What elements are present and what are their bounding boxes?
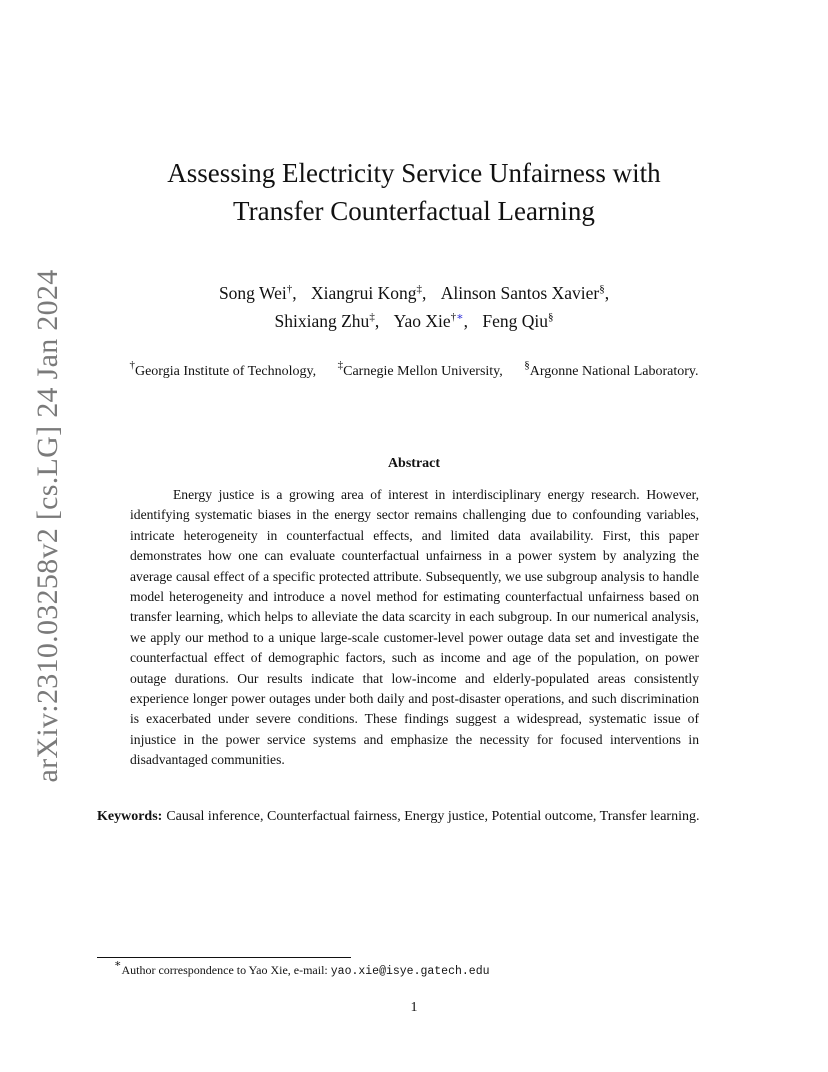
affiliation-mark: § <box>547 311 554 323</box>
author <box>275 311 380 331</box>
author-name: Alinson Santos Xavier <box>440 283 600 303</box>
keywords-label: Keywords: <box>97 809 163 824</box>
affiliation-mark: † <box>129 359 135 371</box>
affiliation-mark: ‡ <box>369 311 375 323</box>
affiliation <box>129 359 317 379</box>
footnote-mark: ∗ <box>114 958 122 970</box>
separator: , <box>374 311 380 331</box>
separator: , <box>421 283 427 303</box>
page-number: 1 <box>410 1000 418 1015</box>
affiliation-name: Carnegie Mellon University, <box>343 364 503 379</box>
arxiv-identifier-stamp: arXiv:2310.03258v2 [cs.LG] 24 Jan 2024 <box>31 269 64 783</box>
affiliation-name: Georgia Institute of Technology, <box>134 364 317 379</box>
footnote <box>114 958 734 980</box>
title-line-1: Assessing Electricity Service Unfairness with <box>167 158 661 188</box>
affiliation <box>524 359 699 379</box>
author-name: Song Wei <box>218 283 287 303</box>
footnote-text: Author correspondence to Yao Xie, e-mail: <box>121 963 331 977</box>
keywords <box>97 806 732 827</box>
author-line-2 <box>90 307 738 335</box>
affiliation-mark: § <box>524 359 530 371</box>
keywords-text: Causal inference, Counterfactual fairness, Energy justice, Potential outcome, Transfer learning. <box>166 809 700 824</box>
separator: , <box>604 283 610 303</box>
title-line-2: Transfer Counterfactual Learning <box>233 196 595 226</box>
affiliation-name: Argonne National Laboratory. <box>529 364 699 379</box>
author-name: Shixiang Zhu <box>274 311 370 331</box>
corresponding-author-link[interactable]: ∗ <box>456 311 464 323</box>
affiliation-mark: ‡ <box>416 283 422 295</box>
abstract-text: Energy justice is a growing area of interest in interdisciplinary energy research. However, identifying systematic biases in the energy sector remains challenging due to confounding variables, intricate heterogeneity in counterfactual effects, and limited data availability. First, this paper demonstrates how one can evaluate counterfactual unfairness in a power system by analyzing the average causal effect of a specific protected attribute. Subsequently, we use subgroup analysis to handle model heterogeneity and introduce a novel method for estimating counterfactual unfairness based on transfer learning, which helps to alleviate the data scarcity in each subgroup. In our numerical analysis, we apply our method to a unique large-scale customer-level power outage data set and investigate the counterfactual effect of demographic factors, such as income and age of the population, on power outage durations. Our results indicate that low-income and elderly-populated areas consistently experience longer power outages under both daily and post-disaster operations, and such discrimination is exacerbated under severe conditions. These findings suggest a widespread, systematic issue of injustice in the power service systems and emphasize the necessity for focused interventions in disadvantaged communities. <box>130 487 699 768</box>
author <box>219 283 297 303</box>
author <box>394 311 468 331</box>
affiliation-mark: ‡ <box>337 359 344 371</box>
author-list <box>90 279 738 335</box>
author-line-1 <box>90 279 738 307</box>
affiliation-mark <box>451 311 464 323</box>
footnote-rule <box>97 957 351 958</box>
abstract-heading: Abstract <box>387 456 441 471</box>
author-name: Yao Xie <box>393 311 451 331</box>
affiliation-mark: † <box>286 283 293 295</box>
separator: , <box>292 283 297 303</box>
author-name: Xiangrui Kong <box>310 283 417 303</box>
affiliation-list <box>60 359 768 382</box>
author <box>482 311 553 331</box>
author-name: Feng Qiu <box>482 311 548 331</box>
mark: † <box>450 311 457 323</box>
separator: , <box>463 311 468 331</box>
author <box>311 283 426 303</box>
email-address[interactable]: yao.xie@isye.gatech.edu <box>330 965 490 978</box>
author <box>441 283 609 303</box>
affiliation-mark: § <box>599 283 605 295</box>
affiliation <box>337 359 503 379</box>
paper-title <box>100 154 728 230</box>
